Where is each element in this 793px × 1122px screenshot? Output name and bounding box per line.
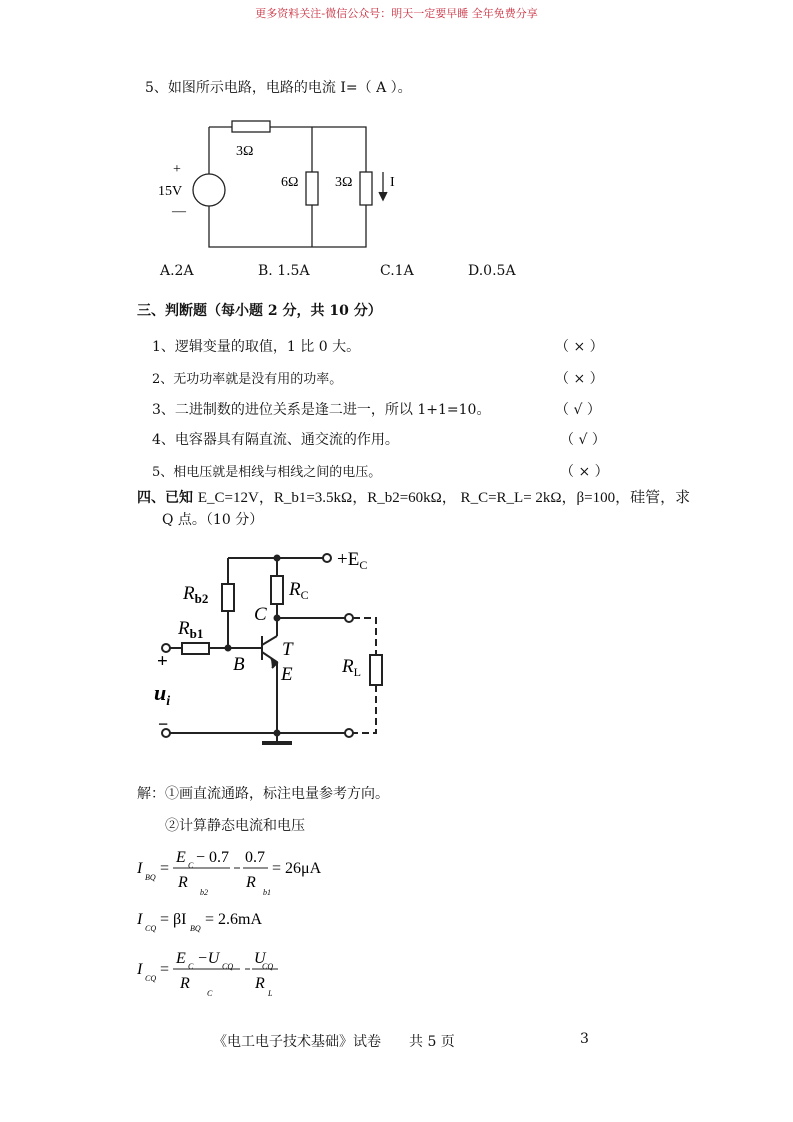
svg-text:I: I xyxy=(137,961,143,978)
judgment-item: 5、相电压就是相线与相线之间的电压。 xyxy=(152,465,382,480)
question-5: 5、如图所示电路，电路的电流 I=（ A ）。 xyxy=(145,80,412,96)
judgment-answer: （ × ） xyxy=(555,339,604,355)
svg-text:ui: $u_i$ xyxy=(154,680,171,709)
svg-text:−: − xyxy=(158,714,169,734)
svg-text:C: C xyxy=(188,962,194,971)
svg-text:CQ: CQ xyxy=(145,974,157,983)
svg-text:b2: b2 xyxy=(200,888,208,897)
label-r2: 6Ω xyxy=(281,175,299,190)
judgment-answer: （ √ ） xyxy=(555,402,601,418)
solution-step-2: ②计算静态电流和电压 xyxy=(165,818,305,834)
svg-text:I: I xyxy=(137,860,143,877)
option-d: D.0.5A xyxy=(468,263,516,279)
svg-text:RC: $R_C$ xyxy=(289,579,309,602)
svg-text:= 26μA: = 26μA xyxy=(272,860,322,877)
circuit-2 xyxy=(162,554,382,743)
judgment-item: 1、逻辑变量的取值，1 比 0 大。 xyxy=(152,339,361,355)
option-b: B. 1.5A xyxy=(258,263,310,279)
resistor-rb2 xyxy=(222,584,234,611)
svg-text:E: E xyxy=(176,849,186,866)
resistor-rb1 xyxy=(182,643,209,654)
svg-text:RL: $R_L$ xyxy=(342,656,361,679)
judgment-answer: （ × ） xyxy=(555,371,604,387)
svg-text:BQ: BQ xyxy=(190,924,201,933)
judgment-answer: （ × ） xyxy=(560,464,609,480)
solution-step-1: 解：①画直流通路，标注电量参考方向。 xyxy=(137,786,389,802)
svg-text:C: C xyxy=(188,861,194,870)
voltage-source xyxy=(193,174,225,206)
svg-text:Rb2: $R_{b2}$ xyxy=(183,583,209,606)
resistor-6ohm xyxy=(306,172,318,205)
svg-text:E: E xyxy=(281,664,293,685)
judgment-item: 2、无功功率就是没有用的功率。 xyxy=(152,372,343,387)
question-4-line2: Q 点。（10 分） xyxy=(162,512,264,528)
label-current: I xyxy=(390,175,395,190)
svg-text:−U: −U xyxy=(197,950,220,967)
option-c: C.1A xyxy=(380,263,414,279)
label-r3: 3Ω xyxy=(335,175,353,190)
label-ec: $+E_C$ xyxy=(337,549,368,572)
svg-text:− 0.7: − 0.7 xyxy=(196,849,230,866)
svg-text:R: R xyxy=(255,975,265,992)
svg-text:CQ: CQ xyxy=(262,962,274,971)
svg-text:Rb1: $R_{b1}$ xyxy=(178,618,204,641)
svg-text:U: U xyxy=(254,950,266,967)
page-number: 3 xyxy=(580,1031,589,1047)
svg-text:R: R xyxy=(246,874,256,891)
footer-title: 《电工电子技术基础》试卷 共 5 页 xyxy=(213,1034,455,1050)
resistor-3ohm xyxy=(360,172,372,205)
svg-text:BQ: BQ xyxy=(145,873,156,882)
q4-prefix: 四、已知 xyxy=(137,490,198,506)
judgment-item: 3、二进制数的进位关系是逢二进一，所以 1+1=10。 xyxy=(152,402,491,418)
svg-text:B: B xyxy=(233,654,245,675)
label-source: 15V xyxy=(158,184,183,199)
svg-text:0.7: 0.7 xyxy=(245,849,265,866)
svg-text:C: C xyxy=(207,989,213,998)
label-plus: + xyxy=(173,162,181,177)
svg-text:L: L xyxy=(268,989,273,998)
judgment-answer: （ √ ） xyxy=(560,432,606,448)
svg-text:= 2.6mA: = 2.6mA xyxy=(205,911,263,928)
promo-header: 更多资料关注-微信公众号：明天一定要早睡 全年免费分享 xyxy=(255,7,538,20)
option-a: A.2A xyxy=(160,263,194,279)
judgment-item: 4、电容器具有隔直流、通交流的作用。 xyxy=(152,432,399,448)
label-minus: — xyxy=(172,204,186,219)
svg-text:+: + xyxy=(157,651,168,672)
section-3-title: 三、判断题（每小题 2 分，共 10 分） xyxy=(137,303,382,319)
question-4 xyxy=(137,486,690,507)
resistor-3ohm-series xyxy=(232,121,270,132)
svg-text:=: = xyxy=(160,961,170,978)
svg-text:R: R xyxy=(180,975,190,992)
svg-text:b1: b1 xyxy=(263,888,271,897)
svg-text:CQ: CQ xyxy=(222,962,234,971)
label-r1: 3Ω xyxy=(236,144,254,159)
svg-text:C: C xyxy=(254,604,267,625)
q4-given: E_C=12V，R_b1=3.5kΩ，R_b2=60kΩ， R_C=R_L= 2kΩ，β=100，硅管，求 xyxy=(197,490,691,506)
resistor-rl xyxy=(370,655,382,685)
svg-text:R: R xyxy=(178,874,188,891)
svg-text:CQ: CQ xyxy=(145,924,157,933)
svg-text:T: T xyxy=(282,639,293,660)
resistor-rc xyxy=(271,576,283,604)
svg-text:=: = xyxy=(160,860,170,877)
svg-text:= βI: = βI xyxy=(160,911,187,928)
svg-text:I: I xyxy=(137,911,143,928)
svg-text:E: E xyxy=(176,950,186,967)
